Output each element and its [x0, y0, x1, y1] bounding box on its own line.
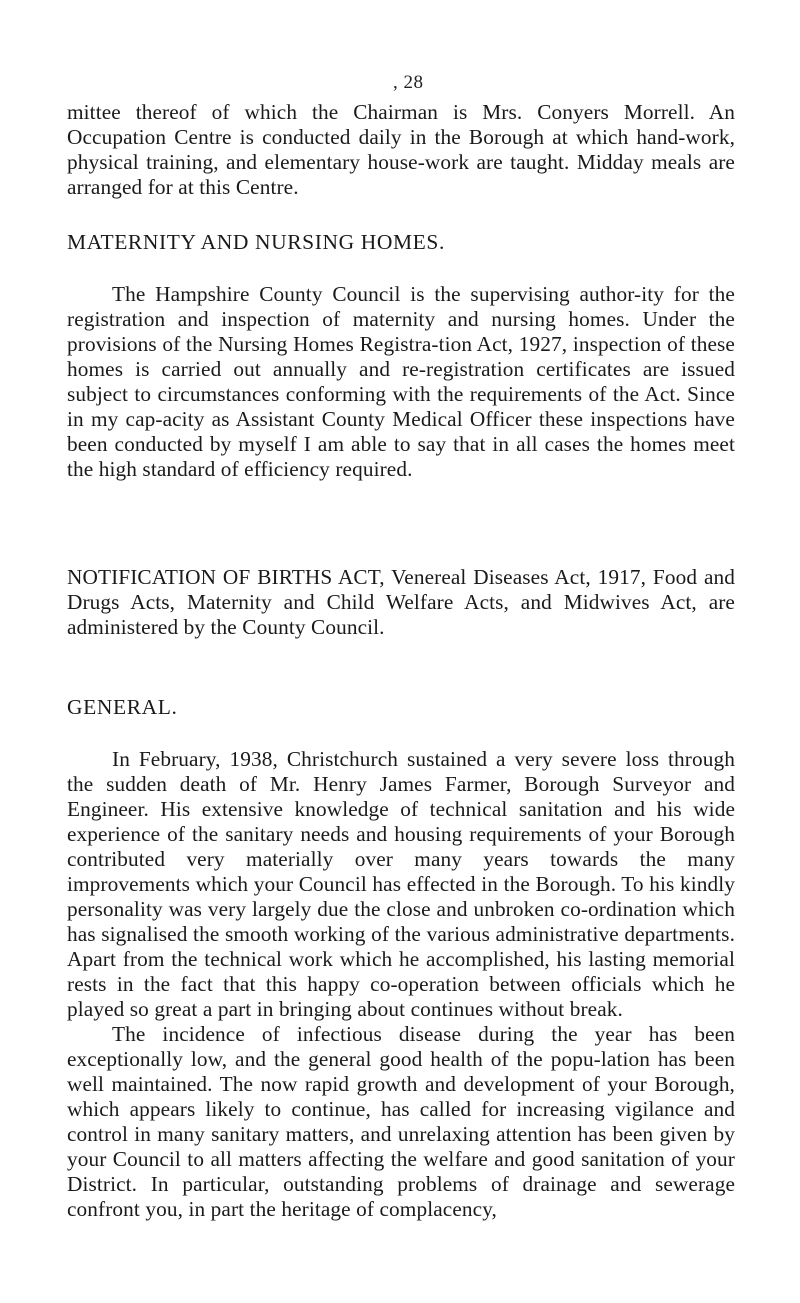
- maternity-section: [67, 282, 735, 482]
- general-section: [67, 747, 735, 1222]
- intro-text: mittee thereof of which the Chairman is Mrs. Conyers Morrell. An Occupation Centre is conducted daily in the Borough at which hand-work, physical training, and elementary house-work are taught. Midday meals are arranged for at this Centre.: [67, 100, 735, 199]
- page-number: , 28: [393, 72, 424, 93]
- notification-paragraph: NOTIFICATION OF BIRTHS ACT, Venereal Diseases Act, 1917, Food and Drugs Acts, Maternity and Child Welfare Acts, and Midwives Act, are administered by the County Council.: [67, 565, 735, 639]
- general-paragraph-2: The incidence of infectious disease during the year has been exceptionally low, and the general good health of the popu-lation has been well maintained. The now rapid growth and development of your Borough, which appears likely to continue, has called for increasing vigilance and control in many sanitary matters, and unrelaxing attention has been given by your Council to all matters affecting the welfare and good sanitation of your District. In particular, outstanding problems of drainage and sewerage confront you, in part the heritage of complacency,: [67, 1022, 735, 1221]
- general-heading: GENERAL.: [67, 695, 178, 719]
- notification-section: [67, 565, 735, 640]
- maternity-paragraph: The Hampshire County Council is the supervising author-ity for the registration and inspection of maternity and nursing homes. Under the provisions of the Nursing Homes Registra-tion Act, 1927, inspection of these homes is carried out annually and re-registration certificates are issued subject to circumstances conforming with the requirements of the Act. Since in my cap-acity as Assistant County Medical Officer these inspections have been conducted by myself I am able to say that in all cases the homes meet the high standard of efficiency required.: [67, 282, 735, 481]
- maternity-heading: MATERNITY AND NURSING HOMES.: [67, 230, 445, 254]
- general-paragraph-1: In February, 1938, Christchurch sustained a very severe loss through the sudden death of Mr. Henry James Farmer, Borough Surveyor and Engineer. His extensive knowledge of technical sanitation and his wide experience of the sanitary needs and housing requirements of your Borough contributed very materially over many years towards the many improvements which your Council has effected in the Borough. To his kindly personality was very largely due the close and unbroken co-ordination which has signalised the smooth working of the various administrative departments. Apart from the technical work which he accomplished, his lasting memorial rests in the fact that this happy co-operation between officials which he played so great a part in bringing about continues without break.: [67, 747, 735, 1021]
- intro-paragraph: [67, 100, 735, 200]
